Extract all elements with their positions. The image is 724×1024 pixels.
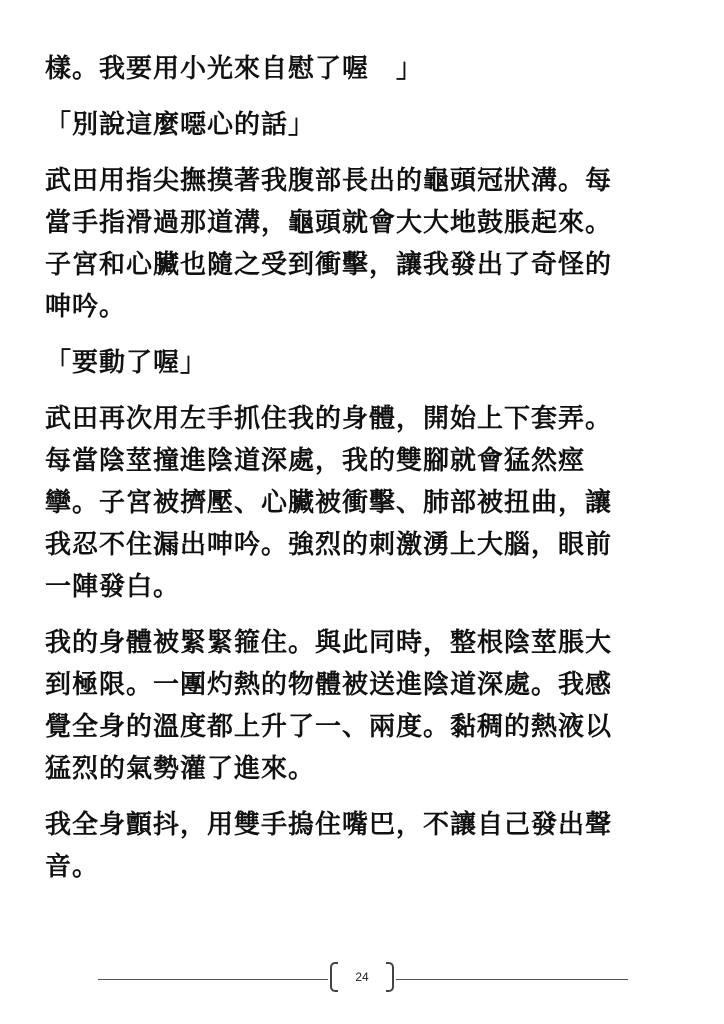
text-line: 我的身體被緊緊箍住。與此同時，整根陰莖脹大 (45, 628, 613, 658)
footer-rule-right (396, 979, 628, 980)
text-line: 一陣發白。 (45, 572, 181, 602)
page-footer (0, 962, 724, 998)
page-body (45, 48, 679, 902)
text-line: 我全身顫抖，用雙手摀住嘴巴，不讓自己發出聲 (45, 810, 613, 840)
page-number: 24 (355, 970, 369, 984)
text-line: 當手指滑過那道溝，龜頭就會大大地鼓脹起來。 (45, 208, 613, 238)
text-line: 呻吟。 (45, 292, 127, 322)
text-line: 我忍不住漏出呻吟。強烈的刺激湧上大腦，眼前 (45, 530, 613, 560)
text-line: 武田再次用左手抓住我的身體，開始上下套弄。 (45, 404, 613, 434)
paragraph (45, 48, 679, 90)
right-bracket-ornament (386, 962, 394, 992)
footer-rule-left (98, 979, 328, 980)
paragraph (45, 104, 679, 146)
text-line: 攣。子宮被擠壓、心臟被衝擊、肺部被扭曲，讓 (45, 488, 613, 518)
text-line: 猛烈的氣勢灌了進來。 (45, 754, 316, 784)
paragraph (45, 398, 679, 608)
paragraph (45, 160, 679, 328)
text-line: 到極限。一團灼熱的物體被送進陰道深處。我感 (45, 670, 613, 700)
text-line: 覺全身的溫度都上升了一、兩度。黏稠的熱液以 (45, 712, 613, 742)
text-line: 武田用指尖撫摸著我腹部長出的龜頭冠狀溝。每 (45, 166, 613, 196)
text-line: 每當陰莖撞進陰道深處，我的雙腳就會猛然痙 (45, 446, 586, 476)
text-line: 「要動了喔」 (45, 348, 208, 378)
left-bracket-ornament (330, 962, 338, 992)
text-line: 音。 (45, 852, 100, 882)
text-line: 樣。我要用小光來自慰了喔 」 (45, 54, 424, 84)
paragraph (45, 622, 679, 790)
text-line: 子宮和心臟也隨之受到衝擊，讓我發出了奇怪的 (45, 250, 613, 280)
text-line: 「別說這麼噁心的話」 (45, 110, 316, 140)
paragraph (45, 342, 679, 384)
paragraph (45, 804, 679, 888)
